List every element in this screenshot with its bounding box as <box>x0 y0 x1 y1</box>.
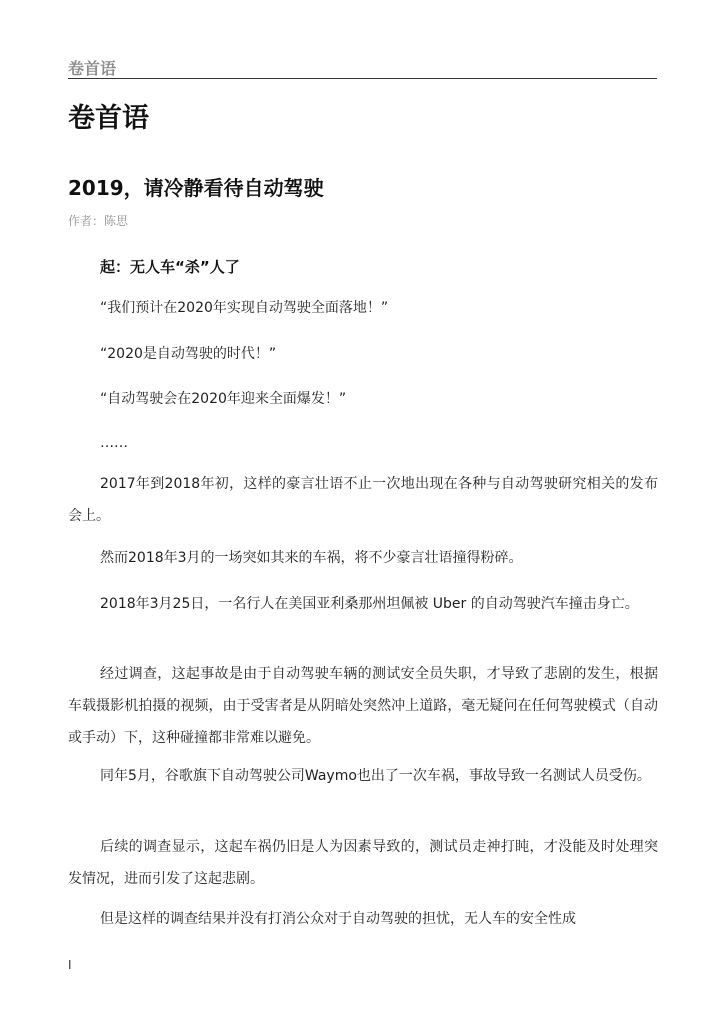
body-paragraph: 2017年到2018年初，这样的豪言壮语不止一次地出现在各种与自动驾驶研究相关的发布会上。 <box>68 476 658 524</box>
running-header: 卷首语 <box>68 59 117 78</box>
body-paragraph: 但是这样的调查结果并没有打消公众对于自动驾驶的担忧，无人车的安全性成 <box>100 911 576 927</box>
body-paragraph: 然而2018年3月的一场突如其来的车祸，将不少豪言壮语撞得粉碎。 <box>100 550 523 566</box>
header-divider <box>68 78 657 79</box>
quote-paragraph: “自动驾驶会在2020年迎来全面爆发！” <box>100 391 347 407</box>
page-number: I <box>68 958 72 972</box>
section-heading: 起：无人车“杀”人了 <box>100 258 240 276</box>
chapter-title: 卷首语 <box>68 103 149 134</box>
body-paragraph: 2018年3月25日，一名行人在美国亚利桑那州坦佩被 Uber 的自动驾驶汽车撞击身亡。 <box>100 596 639 612</box>
ellipsis-paragraph: …… <box>100 435 128 451</box>
body-paragraph: 后续的调查显示，这起车祸仍旧是人为因素导致的，测试员走神打盹，才没能及时处理突发情况，进而引发了这起悲剧。 <box>68 839 658 887</box>
body-paragraph: 同年5月，谷歌旗下自动驾驶公司Waymo也出了一次车祸，事故导致一名测试人员受伤。 <box>100 768 651 784</box>
quote-paragraph: “我们预计在2020年实现自动驾驶全面落地！” <box>100 300 389 316</box>
article-title: 2019，请冷静看待自动驾驶 <box>68 176 324 200</box>
quote-paragraph: “2020是自动驾驶的时代！” <box>100 346 277 362</box>
body-paragraph: 经过调查，这起事故是由于自动驾驶车辆的测试安全员失职，才导致了悲剧的发生，根据车载摄影机拍摄的视频，由于受害者是从阴暗处突然冲上道路，毫无疑问在任何驾驶模式（自动或手动）下，这种碰撞都非常难以避免。 <box>68 666 658 746</box>
author-byline: 作者：陈思 <box>68 214 129 228</box>
